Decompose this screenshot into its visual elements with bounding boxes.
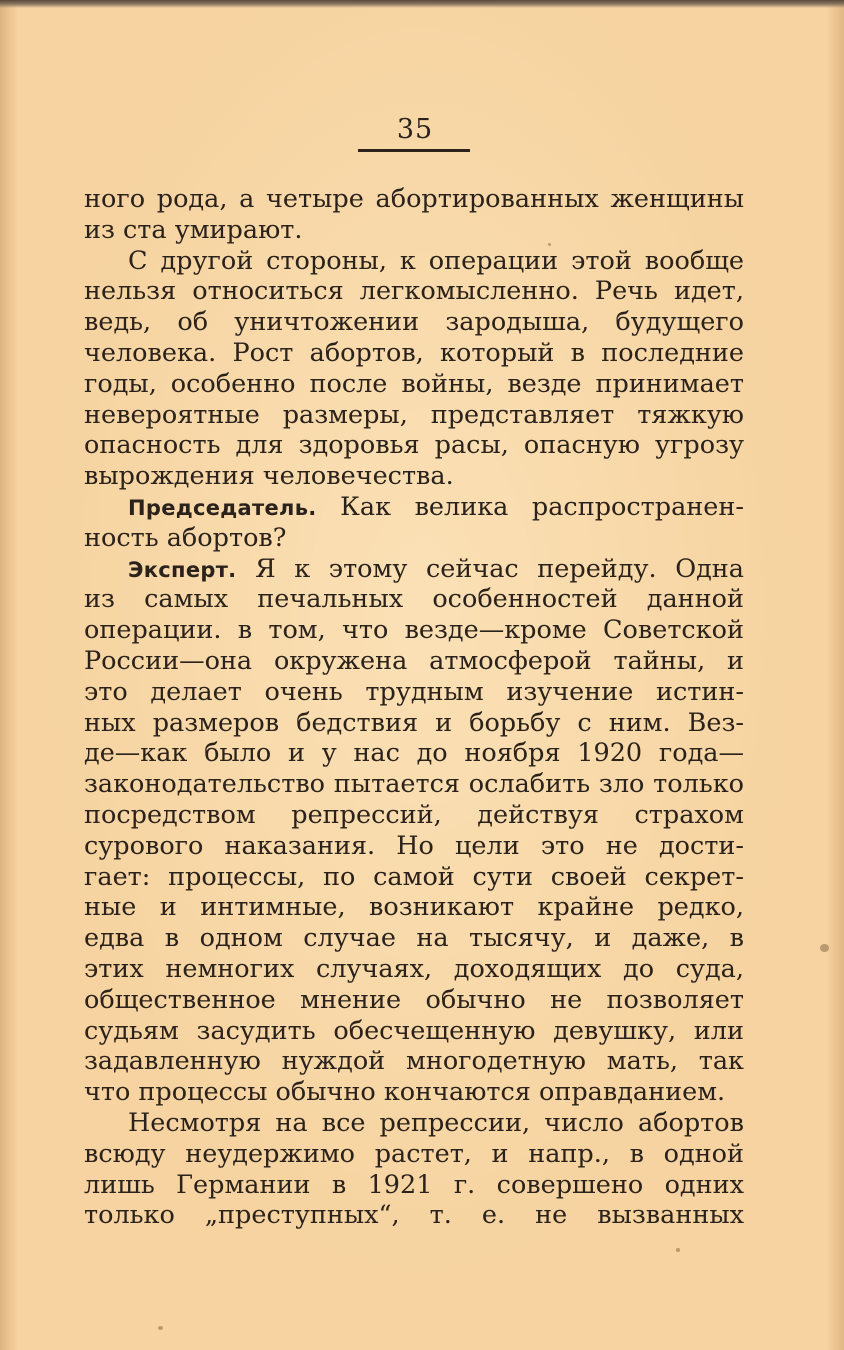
text-line: Несмотря на все репрессии, число абортов [128,1107,744,1138]
text-line: только „преступных“, т. е. не вызванных [84,1200,744,1231]
text-line: вырождения человечества. [84,461,454,492]
text-line: ного рода, а четыре абортированных женщины [84,184,744,214]
text-line: ных размеров бедствия и борьбу с ним. Вез- [84,707,744,738]
paper-speck [158,1326,163,1330]
paper-speck [676,1248,680,1252]
text-line: опасность для здоровья расы, опасную угрозу [84,430,744,461]
text-line: из самых печальных особенностей данной [84,584,744,615]
text-line: ность абортов? [84,522,287,553]
page-number-rule [358,149,470,152]
text-line: С другой стороны, к операции этой вообще [128,245,744,276]
text-line: законодательство пытается ослабить зло только [84,769,744,800]
text-line: человека. Рост абортов, который в последние [84,337,744,368]
text-line: задавленную нуждой многодетную мать, так [84,1046,744,1077]
text-line: посредством репрессий, действуя страхом [84,799,744,830]
text-line: из ста умирают. [84,214,303,245]
paper-speck [820,944,829,952]
text-line: лишь Германии в 1921 г. совершено одних [84,1169,744,1200]
text-line: годы, особенно после войны, везде принимает [84,368,744,399]
text-line: этих немногих случаях, доходящих до суда, [84,953,744,984]
text-line: невероятные размеры, представляет тяжкую [84,399,744,430]
dialogue-line [84,492,744,523]
text-line: всюду неудержимо растет, и напр., в одной [84,1138,744,1169]
text-line: де—как было и у нас до ноября 1920 года— [84,738,744,769]
text-line: операции. в том, что везде—кроме Советской [84,615,744,646]
text-line: гает: процессы, по самой сути своей секрет- [84,861,744,892]
text-line: нельзя относиться легкомысленно. Речь идет, [84,276,744,307]
dialogue-text: Я к этому сейчас перейду. Одна [255,553,744,584]
page-top-edge [0,0,844,8]
body-text [84,184,744,1231]
paper-speck [548,243,551,246]
text-line: ведь, об уничтожении зародыша, будущего [84,307,744,338]
text-line: судьям засудить обесчещенную девушку, или [84,1015,744,1046]
text-line: едва в одном случае на тысячу, и даже, в [84,923,744,954]
speaker-label: Эксперт. [128,557,237,582]
text-line: что процессы обычно кончаются оправданием. [84,1077,726,1108]
page-number: 35 [396,114,434,145]
dialogue-text: Как велика распространен- [340,491,745,522]
text-line: сурового наказания. Но цели это не дости- [84,830,744,861]
text-line: общественное мнение обычно не позволяет [84,984,744,1015]
speaker-label: Председатель. [128,495,317,520]
text-line: это делает очень трудным изучение истин- [84,676,744,707]
text-line: ные и интимные, возникают крайне редко, [84,892,744,923]
text-line: России—она окружена атмосферой тайны, и [84,645,744,676]
dialogue-line [84,554,744,585]
